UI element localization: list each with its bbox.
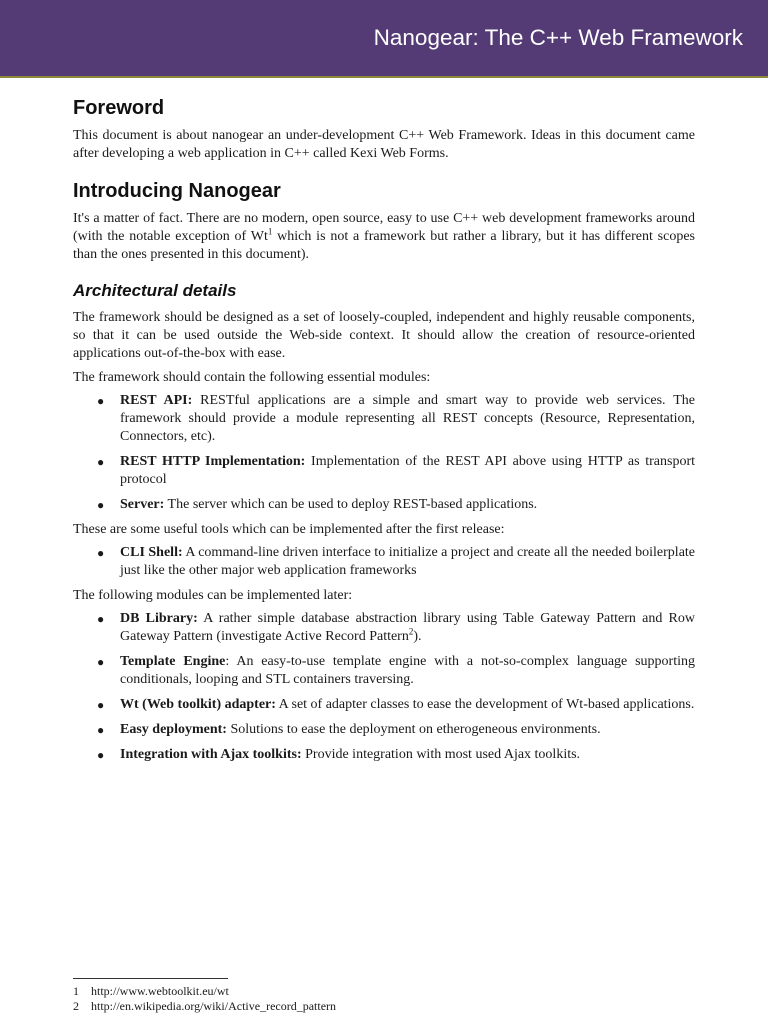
footnote-ref-1[interactable]: 1	[267, 226, 273, 237]
footnote-1	[73, 984, 336, 999]
list-item-text: A set of adapter classes to ease the development of Wt-based applications.	[275, 697, 695, 712]
footnote-link[interactable]: http://en.wikipedia.org/wiki/Active_record_pattern	[91, 999, 337, 1013]
list-item-term: Template Engine	[120, 654, 226, 669]
list-item-text: Provide integration with most used Ajax toolkits.	[301, 747, 581, 762]
list-item-term: Wt (Web toolkit) adapter:	[120, 697, 276, 712]
list-item-text: Solutions to ease the deployment on etherogeneous environments.	[226, 722, 601, 737]
list-item-term: CLI Shell:	[120, 545, 183, 560]
list-item	[73, 496, 695, 514]
list-item	[73, 544, 695, 580]
bullet-icon: ●	[97, 723, 105, 737]
foreword-paragraph: This document is about nanogear an under-development C++ Web Framework. Ideas in this document came after developing a web application in C++ called Kexi Web Forms.	[73, 128, 695, 161]
list-item	[73, 453, 695, 489]
list-item-text: RESTful applications are a simple and smart way to provide web services. The framework should provide a module representing all REST concepts (Resource, Representation, Connectors, etc).	[120, 393, 695, 444]
footnote-link[interactable]: http://www.webtoolkit.eu/wt	[91, 984, 229, 998]
bullet-icon: ●	[97, 612, 105, 626]
list-item-term: REST API:	[120, 393, 193, 408]
footnote-2	[73, 999, 336, 1014]
list-item-text: : An easy-to-use template engine with a not-so-complex language supporting conditionals, looping and STL containers traversing.	[120, 654, 695, 687]
list-item-term: DB Library:	[120, 611, 198, 626]
essential-modules-list	[73, 392, 695, 514]
list-item-text: The server which can be used to deploy REST-based applications.	[164, 497, 538, 512]
arch-paragraph-1: The framework should be designed as a set of loosely-coupled, independent and highly reusable components, so that it can be used outside the Web-side context. It should allow the creation of resource-oriented applications out-of-the-box with ease.	[73, 310, 695, 361]
header-bar	[0, 0, 768, 78]
intro-heading: Introducing Nanogear	[73, 180, 281, 202]
list-item-text: Implementation of the REST API above using HTTP as transport protocol	[120, 454, 695, 487]
later-modules-list	[73, 610, 695, 764]
bullet-icon: ●	[97, 698, 105, 712]
list-item	[73, 653, 695, 689]
footnote-number: 1	[73, 984, 79, 998]
footnote-separator	[73, 978, 228, 979]
list-item-term: Easy deployment:	[120, 722, 227, 737]
document-title: Nanogear: The C++ Web Framework	[373, 25, 743, 50]
list-item-text: A command-line driven interface to initialize a project and create all the needed boilerplate just like the other major web application frameworks	[120, 545, 696, 578]
bullet-icon: ●	[97, 394, 105, 408]
foreword-heading: Foreword	[73, 97, 165, 119]
list-item-term: Integration with Ajax toolkits:	[120, 747, 302, 762]
list-item	[73, 392, 695, 446]
intro-paragraph	[73, 210, 695, 264]
tools-list	[73, 544, 695, 580]
list-item-tail: ).	[413, 629, 422, 644]
list-item	[73, 721, 695, 739]
document-body	[73, 94, 695, 771]
intro-text-end: which is not a framework but rather a library, but it has different scopes than the ones presented in this document).	[73, 229, 695, 262]
bullet-icon: ●	[97, 655, 105, 669]
bullet-icon: ●	[97, 498, 105, 512]
list-item-term: Server:	[120, 497, 165, 512]
arch-paragraph-3: These are some useful tools which can be implemented after the first release:	[73, 522, 505, 537]
list-item-text: A rather simple database abstraction library using Table Gateway Pattern and Row Gateway Pattern (investigate Active Record Pattern	[120, 611, 695, 644]
intro-text-start: It's a matter of fact. There are no modern, open source, easy to use C++ web development frameworks around (with the notable exception of Wt	[73, 211, 695, 244]
arch-paragraph-2: The framework should contain the following essential modules:	[73, 370, 431, 385]
list-item	[73, 746, 695, 764]
arch-heading: Architectural details	[73, 281, 237, 300]
bullet-icon: ●	[97, 748, 105, 762]
footnote-number: 2	[73, 999, 79, 1013]
bullet-icon: ●	[97, 455, 105, 469]
footnote-ref-2[interactable]: 2	[408, 626, 414, 637]
bullet-icon: ●	[97, 546, 105, 560]
list-item-term: REST HTTP Implementation:	[120, 454, 306, 469]
list-item	[73, 610, 695, 646]
arch-paragraph-4: The following modules can be implemented later:	[73, 588, 353, 603]
footnotes	[73, 984, 336, 1014]
list-item	[73, 696, 695, 714]
